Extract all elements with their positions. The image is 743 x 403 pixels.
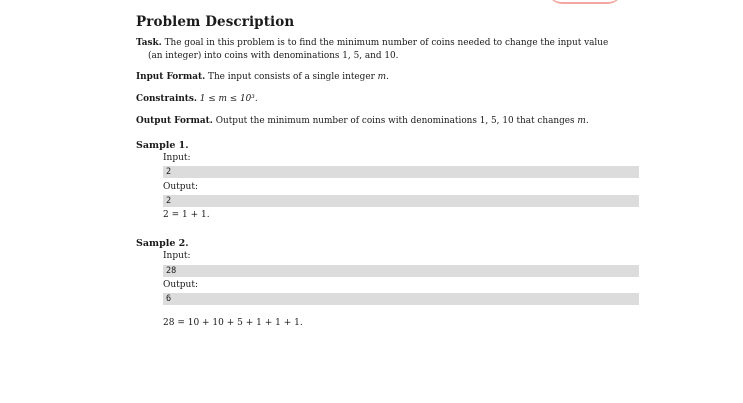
task-label: Task. — [136, 38, 162, 48]
output-format-label: Output Format. — [136, 116, 213, 126]
task-text-line1: The goal in this problem is to find the minimum number of coins needed to change the input value — [164, 38, 609, 48]
sample-2-input-label: Input: — [163, 251, 191, 261]
decorative-arc — [548, 0, 622, 4]
sample-1-output-label: Output: — [163, 182, 198, 192]
task-text-line2: (an integer) into coins with denominations 1, 5, and 10. — [148, 51, 399, 61]
task-paragraph — [136, 37, 608, 63]
input-format-var: m — [377, 72, 387, 82]
input-format-paragraph — [136, 71, 389, 84]
input-format-label: Input Format. — [136, 72, 206, 82]
sample-1-input-label: Input: — [163, 153, 191, 163]
output-format-var: m — [577, 116, 586, 126]
sample-1-explanation: 2 = 1 + 1. — [163, 210, 210, 220]
constraints-paragraph — [136, 93, 258, 106]
sample-2-explanation: 28 = 10 + 10 + 5 + 1 + 1 + 1. — [163, 318, 303, 328]
input-format-end: . — [386, 72, 389, 82]
output-format-end: . — [585, 116, 589, 126]
sample-1-input-value: 2 — [163, 166, 639, 178]
page-title: Problem Description — [136, 14, 295, 30]
output-format-paragraph — [136, 115, 589, 128]
constraints-text: 1 ≤ m ≤ 10³. — [199, 94, 258, 104]
sample-1-output-value: 2 — [163, 195, 639, 207]
sample-2-output-value: 6 — [163, 293, 639, 305]
input-format-text: The input consists of a single integer — [208, 72, 375, 82]
output-format-text: Output the minimum number of coins with denominations 1, 5, 10 that changes — [215, 116, 575, 126]
sample-2-input-value: 28 — [163, 265, 639, 277]
constraints-label: Constraints. — [136, 94, 197, 104]
sample-2-output-label: Output: — [163, 280, 198, 290]
sample-2-heading: Sample 2. — [136, 238, 189, 249]
sample-1-heading: Sample 1. — [136, 140, 189, 151]
